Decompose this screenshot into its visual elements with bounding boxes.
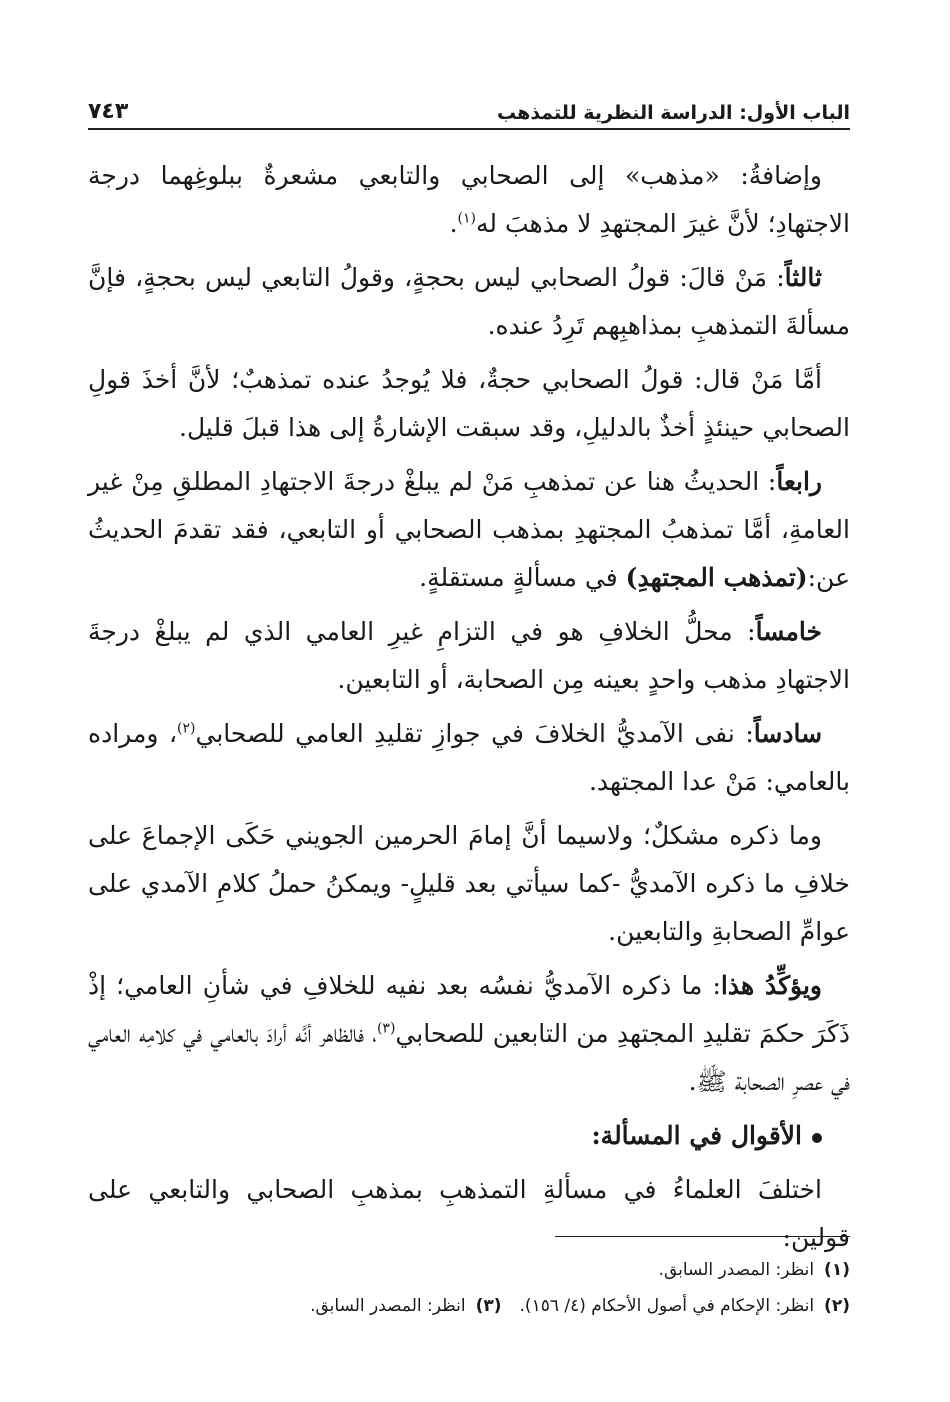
- footnote-3-text: انظر: المصدر السابق.: [310, 1296, 466, 1316]
- main-text: [88, 152, 850, 1262]
- footnote-1-text: انظر: المصدر السابق.: [658, 1260, 815, 1280]
- footnote-1: [88, 1252, 850, 1288]
- paragraph-5-lead: خامساً: [755, 617, 822, 646]
- paragraph-1-text-b: .: [449, 209, 458, 238]
- footnote-divider: [555, 1236, 850, 1237]
- footnote-ref-1: (١): [457, 210, 476, 227]
- paragraph-6: [88, 710, 850, 806]
- page: [88, 90, 850, 1342]
- paragraph-7: [88, 812, 850, 956]
- footnote-3-number: (٣): [475, 1296, 502, 1316]
- running-header: [88, 90, 850, 130]
- paragraph-3: [88, 356, 850, 452]
- paragraph-6-lead: سادساً: [753, 719, 823, 748]
- paragraph-4-text-b: في مسألةٍ مستقلةٍ.: [419, 563, 626, 592]
- footnote-ref-2: (٢): [177, 720, 196, 737]
- paragraph-9: [88, 1166, 850, 1262]
- paragraph-5-text: : محلُّ الخلافِ هو في التزامِ غيرِ العامي الذي لم يبلغْ درجةَ الاجتهادِ مذهب واحدٍ بعينه مِن الصحابة، أو التابعين.: [88, 617, 850, 694]
- footnote-1-number: (١): [824, 1260, 850, 1280]
- paragraph-4-bold: (تمذهب المجتهدِ): [625, 563, 808, 592]
- paragraph-8: [88, 962, 850, 1106]
- paragraph-2-lead: ثالثاً: [784, 263, 822, 292]
- paragraph-4: [88, 458, 850, 602]
- footnote-2-3: [88, 1288, 850, 1324]
- paragraph-8-text-b: ، فالظاهر أنَّه أرادَ بالعامي في كلامِه العامي في عصرِ الصحابة ﷺ.: [88, 1019, 850, 1096]
- paragraph-9-text: اختلفَ العلماءُ في مسألةِ التمذهبِ بمذهبِ الصحابي والتابعي على قولين:: [88, 1175, 850, 1252]
- page-number: ٧٤٣: [88, 99, 129, 124]
- footnote-ref-3: (٣): [376, 1020, 396, 1037]
- footnotes: [88, 1252, 850, 1324]
- paragraph-5: [88, 608, 850, 704]
- footnote-2-number: (٢): [824, 1296, 850, 1316]
- paragraph-8-text-a: : ما ذكره الآمديُّ نفسُه بعد نفيه للخلافِ في شأنِ العامي؛ إذْ ذَكَرَ حكمَ تقليدِ المجتهدِ من التابعين للصحابي: [88, 971, 850, 1048]
- paragraph-8-lead: ويؤكِّدُ هذا: [720, 971, 822, 1000]
- paragraph-2: [88, 254, 850, 350]
- paragraph-1: [88, 152, 850, 248]
- paragraph-6-text-b: ، ومراده بالعامي: مَنْ عدا المجتهد.: [88, 719, 850, 796]
- paragraph-2-text: : مَنْ قالَ: قولُ الصحابي ليس بحجةٍ، وقولُ التابعي ليس بحجةٍ، فإنَّ مسألةَ التمذهبِ بمذاهبِهم تَرِدُ عنده.: [88, 263, 850, 340]
- bullet-icon: [812, 1133, 822, 1143]
- paragraph-4-lead: رابعاً: [776, 467, 822, 496]
- paragraph-1-text-a: وإضافةُ: «مذهب» إلى الصحابي والتابعي مشعرةٌ ببلوغِهما درجة الاجتهادِ؛ لأنَّ غيرَ المجتهدِ لا مذهبَ له: [88, 161, 850, 238]
- paragraph-7-text: وما ذكره مشكلٌ؛ ولاسيما أنَّ إمامَ الحرمين الجويني حَكَى الإجماعَ على خلافِ ما ذكره الآمديُّ -كما سيأتي بعد قليلٍ- ويمكنُ حملُ كلامِ الآمدي على عوامِّ الصحابةِ والتابعين.: [88, 821, 850, 946]
- section-heading-text: الأقوال في المسألة:: [591, 1121, 802, 1150]
- footnote-2-text: انظر: الإحكام في أصول الأحكام (٤/ ١٥٦).: [519, 1296, 815, 1316]
- section-heading: [88, 1112, 850, 1160]
- running-title: الباب الأول: الدراسة النظرية للتمذهب: [497, 102, 850, 124]
- paragraph-3-text: أمَّا مَنْ قال: قولُ الصحابي حجةٌ، فلا يُوجدُ عنده تمذهبٌ؛ لأنَّ أخذَ قولِ الصحابي حينئذٍ أخذٌ بالدليلِ، وقد سبقت الإشارةُ إلى هذا قبلَ قليل.: [88, 365, 850, 442]
- paragraph-6-text-a: : نفى الآمديُّ الخلافَ في جوازِ تقليدِ العامي للصحابي: [195, 719, 754, 748]
- paragraph-4-text-a: : الحديثُ هنا عن تمذهبِ مَنْ لم يبلغْ درجةَ الاجتهادِ المطلقِ مِنْ غير العامةِ، أمَّا تمذهبُ المجتهدِ بمذهب الصحابي أو التابعي، فقد تقدمَ الحديثُ عن:: [88, 467, 850, 592]
